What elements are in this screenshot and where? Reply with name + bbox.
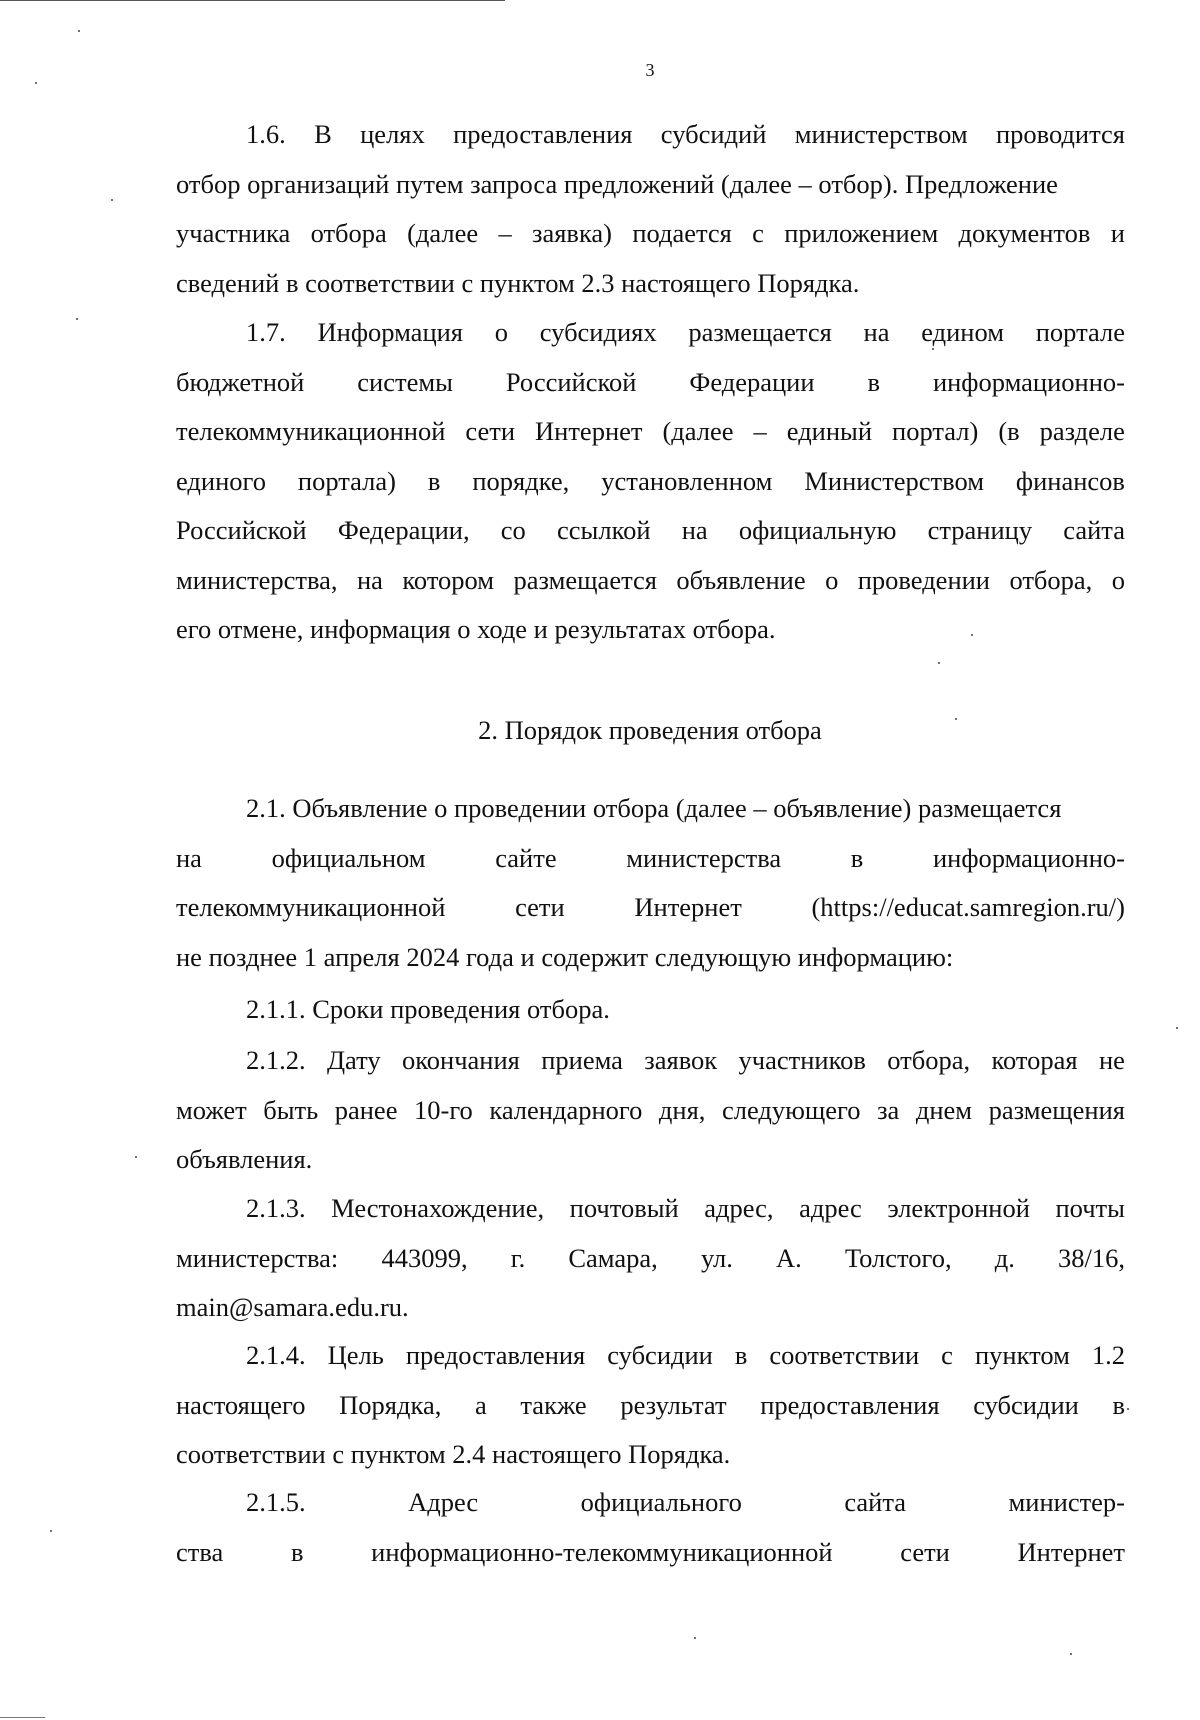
word: сайта xyxy=(844,1487,907,1517)
word: сети xyxy=(515,892,565,922)
text-line: отбор организаций путем запроса предложений (далее – отбор). Предложение xyxy=(176,168,1058,199)
text-line xyxy=(176,1184,1125,1234)
word: информационно- xyxy=(932,842,1125,873)
word: документов xyxy=(958,218,1091,248)
word: министерства: xyxy=(176,1242,339,1273)
word: предоставления xyxy=(760,1389,940,1420)
word: на xyxy=(681,515,708,545)
word: предоставления xyxy=(453,119,633,149)
word: (https://educat.samregion.ru/) xyxy=(811,892,1125,922)
word: Интернет xyxy=(535,416,643,446)
word: Федерации, xyxy=(337,515,470,545)
word: 10-го xyxy=(414,1094,473,1125)
word: ссылкой xyxy=(557,515,651,545)
word: со xyxy=(500,515,526,545)
word: 2.1.3. xyxy=(246,1193,306,1223)
word: телекоммуникационной xyxy=(176,892,446,922)
word: размещается xyxy=(513,564,657,595)
word: официальную xyxy=(738,515,897,545)
paragraph-2-1-2 xyxy=(176,1036,1125,1185)
word: днем xyxy=(915,1094,973,1125)
word: 1.2 xyxy=(1091,1340,1125,1370)
word: сети xyxy=(900,1536,950,1567)
text-line xyxy=(176,1086,1125,1136)
word: отбора, xyxy=(1009,564,1093,595)
text-line xyxy=(176,358,1125,408)
text-line: 2.1.1. Сроки проведения отбора. xyxy=(246,994,610,1024)
text-line xyxy=(176,1381,1125,1431)
word: результат xyxy=(620,1389,727,1420)
word: В xyxy=(314,119,332,149)
word: Федерации xyxy=(689,366,815,397)
word: г. xyxy=(510,1242,526,1273)
text-line xyxy=(176,1331,1125,1381)
word: Российской xyxy=(505,366,637,397)
word: страницу xyxy=(927,515,1033,545)
word: быть xyxy=(263,1094,319,1125)
scan-speck xyxy=(938,662,940,664)
text-line: соответствии с пунктом 2.4 настоящего Порядка. xyxy=(176,1439,731,1469)
scan-speck xyxy=(955,718,957,720)
word: Министерством xyxy=(804,465,984,496)
word: 1.6. xyxy=(246,119,286,149)
word: дня, xyxy=(658,1094,706,1125)
paragraph-1-7 xyxy=(176,308,1125,655)
word: приема xyxy=(541,1045,623,1075)
word: А. xyxy=(776,1242,802,1273)
word: календарного xyxy=(489,1094,643,1125)
word: телекоммуникационной xyxy=(176,416,446,446)
word: ства xyxy=(176,1536,224,1567)
text-line xyxy=(176,407,1125,457)
word: в xyxy=(850,842,864,873)
word: и xyxy=(1110,218,1125,248)
word: (далее xyxy=(407,218,479,248)
word: министерства, xyxy=(176,564,338,595)
word: за xyxy=(877,1094,900,1125)
word: Российской xyxy=(176,515,307,545)
word: в xyxy=(867,366,880,397)
text-line xyxy=(176,1036,1125,1086)
word: Порядка, xyxy=(339,1389,442,1420)
word: субсидий xyxy=(660,119,767,149)
word: порядке, xyxy=(472,465,570,496)
word: 2.1.4. xyxy=(246,1340,306,1370)
word: едином xyxy=(921,317,1004,347)
text-line xyxy=(176,1528,1125,1578)
word: в xyxy=(290,1536,304,1567)
word: размещается xyxy=(688,317,832,347)
word: проводится xyxy=(995,119,1125,149)
scan-speck xyxy=(971,634,973,636)
word: котором xyxy=(402,564,495,595)
word: почтовый xyxy=(569,1193,679,1223)
text-line: не позднее 1 апреля 2024 года и содержит следующую информацию: xyxy=(176,941,954,972)
word: пунктом xyxy=(974,1340,1070,1370)
word: Интернет xyxy=(634,892,742,922)
word: 1.7. xyxy=(246,317,286,347)
word: 2.1.5. xyxy=(246,1487,306,1517)
word: о xyxy=(825,564,839,595)
word: установленном xyxy=(601,465,773,496)
text-line xyxy=(176,308,1125,358)
word: адрес, xyxy=(704,1193,774,1223)
word: разделе xyxy=(1039,416,1125,446)
scan-speck xyxy=(1127,1408,1129,1410)
word: отбора xyxy=(310,218,387,248)
word: заявок xyxy=(644,1045,718,1075)
text-line xyxy=(176,110,1125,160)
word: Самара, xyxy=(568,1242,658,1273)
word: официального xyxy=(580,1487,742,1517)
word: портал) xyxy=(892,416,979,446)
word: с xyxy=(941,1340,953,1370)
word: с xyxy=(752,218,764,248)
word: министер- xyxy=(1008,1487,1125,1517)
section-2-heading: 2. Порядок проведения отбора xyxy=(478,715,822,745)
word: почты xyxy=(1055,1193,1125,1223)
word: бюджетной xyxy=(176,366,305,397)
word: Толстого, xyxy=(844,1242,952,1273)
scan-speck xyxy=(78,30,80,32)
word: единый xyxy=(786,416,873,446)
word: о xyxy=(494,317,508,347)
word: не xyxy=(1098,1045,1125,1075)
word: объявление xyxy=(676,564,806,595)
scan-speck xyxy=(50,1530,52,1532)
text-line xyxy=(176,506,1125,556)
page-number: 3 xyxy=(645,60,655,80)
word: официальном xyxy=(271,842,426,873)
word: ранее xyxy=(334,1094,398,1125)
text-line: объявления. xyxy=(176,1144,313,1174)
text-line xyxy=(176,1234,1125,1284)
scan-speck xyxy=(1176,1027,1178,1029)
word: – xyxy=(498,218,512,248)
word: электронной xyxy=(887,1193,1030,1223)
word: участника xyxy=(176,218,291,248)
text-line xyxy=(176,209,1125,259)
word: предоставления xyxy=(405,1340,586,1370)
text-line: 2.1. Объявление о проведении отбора (далее – объявление) размещается xyxy=(246,793,1062,823)
paragraph-2-1-4 xyxy=(176,1331,1125,1480)
text-line xyxy=(176,1478,1125,1528)
word: в xyxy=(427,465,441,496)
text-line: main@samara.edu.ru. xyxy=(176,1292,409,1322)
scan-speck xyxy=(694,1637,696,1639)
word: размещения xyxy=(988,1094,1125,1125)
word: в xyxy=(734,1340,748,1370)
word: Дату xyxy=(326,1045,381,1075)
word: в xyxy=(1112,1389,1125,1420)
word: Информация xyxy=(317,317,463,347)
word: которая xyxy=(991,1045,1078,1075)
paragraph-2-1-5 xyxy=(176,1478,1125,1577)
word: (в xyxy=(998,416,1020,446)
word: сайте xyxy=(495,842,557,873)
word: о xyxy=(1111,564,1125,595)
word: субсидиях xyxy=(539,317,657,347)
word: Интернет xyxy=(1017,1536,1125,1567)
scan-speck xyxy=(932,348,934,350)
word: приложением xyxy=(784,218,939,248)
word: субсидии xyxy=(607,1340,713,1370)
word: информационно- xyxy=(932,366,1125,397)
paragraph-1-6 xyxy=(176,110,1125,308)
scan-speck xyxy=(111,199,113,201)
scan-speck xyxy=(135,1156,137,1158)
word: участников xyxy=(738,1045,866,1075)
word: субсидии xyxy=(973,1389,1079,1420)
text-line xyxy=(176,457,1125,507)
word: следующего xyxy=(721,1094,861,1125)
text-line: его отмене, информация о ходе и результатах отбора. xyxy=(176,614,776,644)
word: подается xyxy=(632,218,732,248)
scan-speck xyxy=(1070,1653,1072,1655)
word: 2.1.2. xyxy=(246,1045,306,1075)
text-line xyxy=(176,556,1125,606)
word: министерства xyxy=(626,842,782,873)
word: сети xyxy=(465,416,516,446)
word: сайта xyxy=(1063,515,1125,545)
paragraph-2-1-3 xyxy=(176,1184,1125,1333)
word: (далее xyxy=(662,416,734,446)
word: проведении xyxy=(857,564,990,595)
scan-speck xyxy=(35,82,37,84)
word: заявка) xyxy=(532,218,613,248)
word: д. xyxy=(994,1242,1015,1273)
word: финансов xyxy=(1015,465,1125,496)
scan-bottom-edge-rule xyxy=(0,1717,45,1718)
word: соответствии xyxy=(769,1340,920,1370)
word: также xyxy=(520,1389,587,1420)
word: а xyxy=(474,1389,487,1420)
word: ул. xyxy=(700,1242,733,1273)
word: адрес xyxy=(799,1193,862,1223)
word: на xyxy=(357,564,383,595)
word: окончания xyxy=(401,1045,520,1075)
word: министерством xyxy=(794,119,968,149)
word: 38/16, xyxy=(1057,1242,1125,1273)
word: может xyxy=(176,1094,247,1125)
word: системы xyxy=(357,366,453,397)
word: единого xyxy=(176,465,266,496)
word: Цель xyxy=(327,1340,384,1370)
word: отбора, xyxy=(887,1045,971,1075)
word: – xyxy=(753,416,767,446)
paragraph-2-1-1 xyxy=(176,985,1125,1035)
scan-speck xyxy=(76,318,78,320)
word: целях xyxy=(360,119,425,149)
text-line xyxy=(176,883,1125,933)
text-line: сведений в соответствии с пунктом 2.3 настоящего Порядка. xyxy=(176,267,860,298)
scan-top-edge-rule xyxy=(0,0,505,1)
paragraph-2-1 xyxy=(176,784,1125,982)
word: на xyxy=(176,842,202,873)
word: на xyxy=(863,317,890,347)
word: портале xyxy=(1035,317,1125,347)
word: настоящего xyxy=(176,1389,306,1420)
word: 443099, xyxy=(381,1242,468,1273)
word: информационно-телекоммуникационной xyxy=(371,1536,833,1567)
text-line xyxy=(176,834,1125,884)
word: Адрес xyxy=(408,1487,479,1517)
word: портала) xyxy=(297,465,396,496)
word: Местонахождение, xyxy=(331,1193,545,1223)
